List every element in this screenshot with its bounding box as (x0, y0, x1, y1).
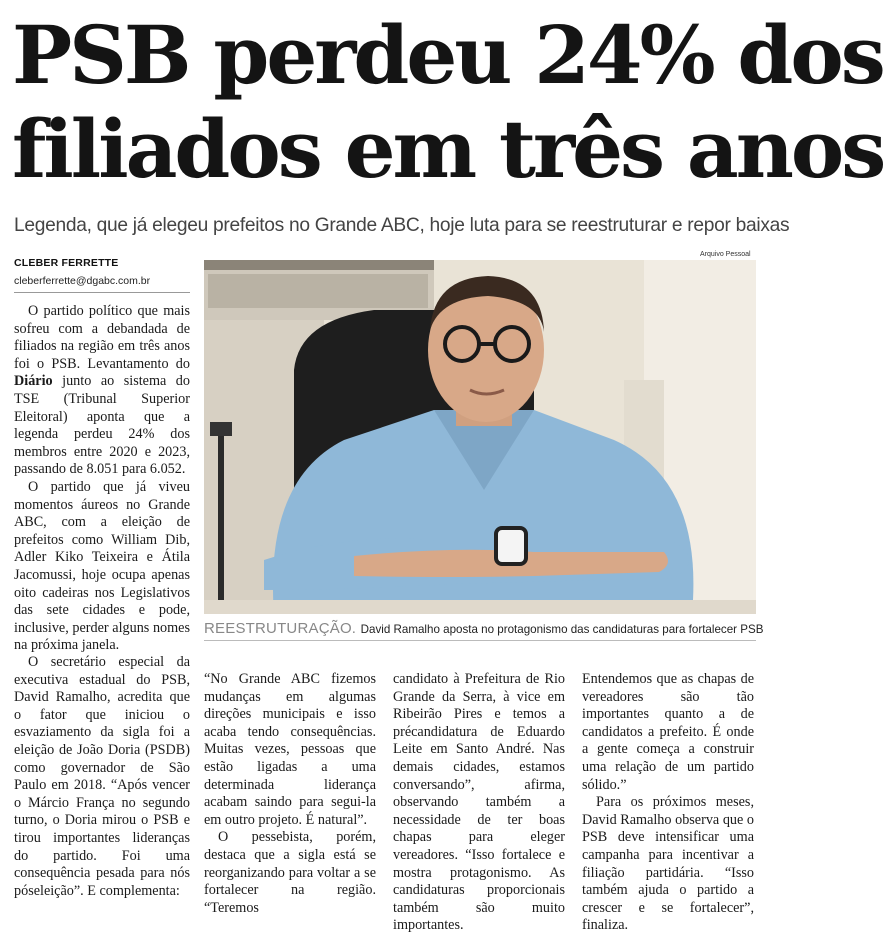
body-column-4 (582, 671, 754, 935)
paragraph-8: Para os próximos meses, David Ramalho observa que o PSB deve intensificar uma campanha para incentivar a filiação partidária. “Isso também ajuda o partido a crescer e se fortalecer”, finaliza. (582, 794, 754, 934)
paragraph-7: Entendemos que as chapas de vereadores são tão importantes quanto a de candidatos a prefeito. É onde a gente começa a construir uma relação de um partido sólido.” (582, 671, 754, 793)
author-name: CLEBER FERRETTE (14, 257, 119, 269)
author-email: cleberferrette@dgabc.com.br (14, 275, 151, 287)
paragraph-5: O pessebista, porém, destaca que a sigla está se reorganizando para voltar a se fortalecer na região. “Teremos (204, 829, 376, 916)
paragraph-6: candidato à Prefeitura de Rio Grande da Serra, à vice em Ribeirão Pires e temos a précandidatura de Eduardo Leite em Santo André. Nas demais cidades, estamos conversando”, afirma, observando também a necessidade de ter boas chapas para eleger vereadores. “Isso fortalece e mostra protagonismo. As candidaturas proporcionais também são muito importantes. (393, 671, 565, 934)
body-column-1-lower (14, 654, 190, 900)
body-column-1 (14, 303, 190, 655)
paragraph-3: O secretário especial da executiva estadual do PSB, David Ramalho, acredita que o fator que iniciou o esvaziamento da sigla foi a eleição de João Doria (PSDB) como governador de São Paulo em 2018. “Após vencer o Márcio França no segundo turno, o Doria mirou o PSB e tirou importantes lideranças do partido. Foi uma consequência pesada para nós póseleição”. E complementa: (14, 654, 190, 899)
paragraph-4: “No Grande ABC fizemos mudanças em algumas direções municipais e isso acaba tendo consequências. Muitas vezes, pessoas que estão ligadas a uma determinada liderança acabam saindo para segui-la em outro projeto. É natural”. (204, 671, 376, 828)
caption-divider (204, 640, 756, 641)
portrait-illustration (204, 260, 756, 614)
headline-line-1: PSB perdeu 24% dos (12, 8, 883, 102)
caption-label: REESTRUTURAÇÃO. (204, 620, 357, 637)
body-column-2 (204, 671, 376, 917)
article-photo (204, 260, 756, 614)
byline (14, 257, 150, 287)
body-column-3 (393, 671, 565, 935)
paragraph-1-text-a: O partido político que mais sofreu com a debandada de filiados na região em três anos foi o PSB. Levantamento do (14, 303, 190, 372)
subheadline: Legenda, que já elegeu prefeitos no Grande ABC, hoje luta para se reestruturar e repor baixas (14, 215, 790, 236)
paragraph-1-bold: Diário (14, 373, 53, 390)
paragraph-2: O partido que já viveu momentos áureos no Grande ABC, com a eleição de prefeitos como William Dib, Adler Kiko Teixeira e Átila Jacomussi, hoje ocupa apenas oito cadeiras nos Legislativos das sete cidades e pode, inclusive, perder alguns nomes na próxima janela. (14, 478, 190, 654)
caption-text: David Ramalho aposta no protagonismo das candidaturas para fortalecer PSB (360, 623, 764, 636)
paragraph-1 (14, 303, 190, 479)
photo-credit: Arquivo Pessoal (700, 251, 751, 258)
headline (12, 8, 883, 196)
byline-divider (14, 292, 190, 293)
headline-line-2: filiados em três anos (12, 102, 883, 196)
paragraph-1-text-b: junto ao sistema do TSE (Tribunal Superior Eleitoral) aponta que a legenda perdeu 24% dos membros entre 2020 e 2023, passando de 8.051 para 6.052. (14, 373, 190, 478)
photo-caption (204, 620, 764, 638)
